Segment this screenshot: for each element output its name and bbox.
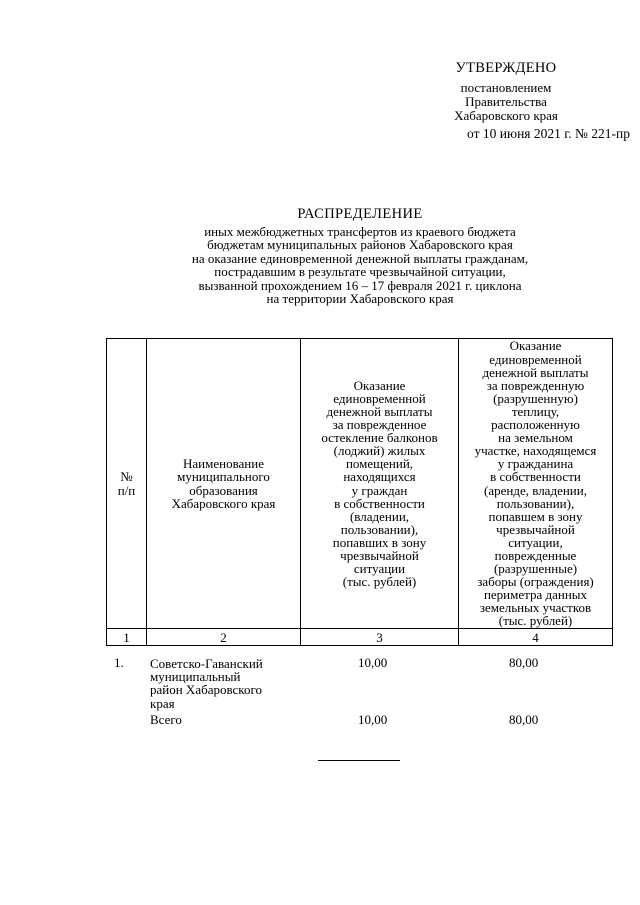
- title-line: пострадавшим в результате чрезвычайной ситуации,: [214, 264, 506, 280]
- total-glazing-value: 10,00: [358, 712, 388, 727]
- title-line: иных межбюджетных трансфертов из краевого бюджета: [204, 224, 516, 239]
- distribution-table: [106, 338, 613, 646]
- end-divider-line: [318, 760, 400, 761]
- column-number: 1: [107, 629, 147, 646]
- row-glazing-value: 10,00: [358, 655, 388, 670]
- total-greenhouse-value: 80,00: [509, 712, 539, 727]
- table-header-row: [107, 339, 613, 629]
- row-number: 1.: [114, 655, 124, 670]
- approval-line: Хабаровского края: [454, 108, 558, 123]
- header-glazing-payment: Оказание единовременной денежной выплаты за поврежденное остекление балконов (лоджий) жилых помещений, находящихся у граждан в собственности (владении, пользовании), попавших в зону чрезвычайной ситуации (тыс. рублей): [301, 339, 459, 629]
- header-greenhouse-payment: Оказание единовременной денежной выплаты за поврежденную (разрушенную) теплицу, расположенную на земельном участке, находящемся у гражданина в собственности (аренде, владении, пользовании), попавшем в зону чрезвычайной ситуации, поврежденные (разрушенные) заборы (ограждения) периметра данных земельных участков (тыс. рублей): [459, 339, 613, 629]
- approval-line: Правительства: [465, 94, 547, 109]
- header-name: Наименование муниципального образования Хабаровского края: [147, 339, 301, 629]
- approval-date: от 10 июня 2021 г. № 221-пр: [467, 126, 630, 141]
- row-greenhouse-value: 80,00: [509, 655, 539, 670]
- column-number: 3: [301, 629, 459, 646]
- approval-block: [390, 60, 630, 141]
- title-line: бюджетам муниципальных районов Хабаровского края: [207, 237, 513, 253]
- column-number: 2: [147, 629, 301, 646]
- document-heading: РАСПРЕДЕЛЕНИЕ: [297, 206, 423, 222]
- header-number: № п/п: [107, 339, 147, 629]
- row-district-name: Советско-Гаванский муниципальный район Хабаровского края: [150, 656, 263, 711]
- approval-heading: УТВЕРЖДЕНО: [455, 60, 557, 76]
- title-line: на оказание единовременной денежной выплаты гражданам,: [191, 250, 529, 266]
- approval-line: постановлением: [460, 80, 552, 95]
- column-number-row: [107, 629, 613, 646]
- total-label: Всего: [150, 712, 182, 727]
- title-line: на территории Хабаровского края: [266, 291, 454, 307]
- column-number: 4: [459, 629, 613, 646]
- document-title-block: [60, 206, 640, 305]
- title-line: вызванной прохождением 16 – 17 февраля 2021 г. циклона: [198, 277, 522, 293]
